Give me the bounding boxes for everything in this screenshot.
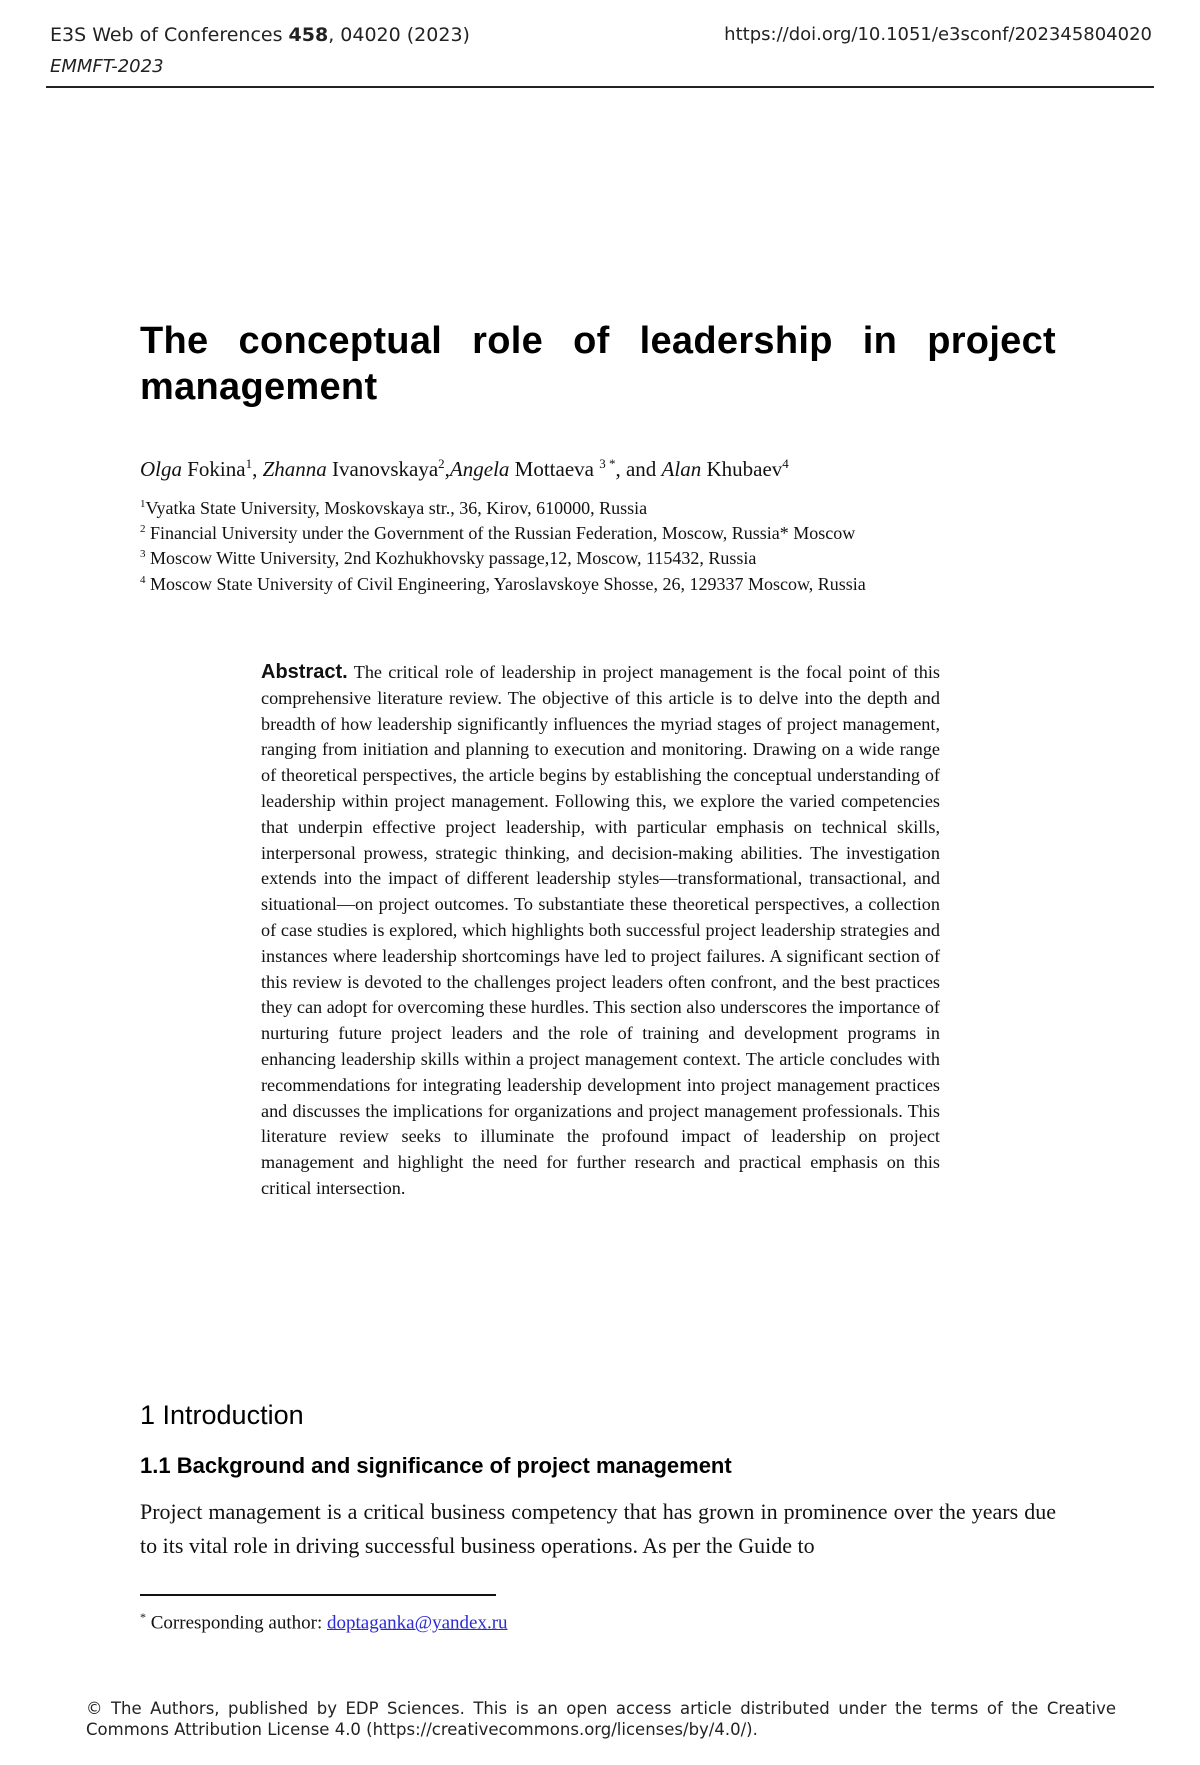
affiliation	[140, 548, 756, 569]
footnote-marker: *	[140, 1610, 146, 1624]
journal-volume: 458	[288, 24, 329, 46]
footnote-label: Corresponding author:	[146, 1612, 328, 1634]
author-last-name: Ivanovskaya	[326, 457, 439, 481]
author-last-name: Mottaeva	[509, 457, 600, 481]
section-heading: 1 Introduction	[140, 1400, 304, 1430]
affiliation-mark: 2	[140, 523, 146, 535]
body-paragraph: Project management is a critical business competency that has grown in prominence over the years due to its vital role in driving successful business operations. As per the Guide to	[140, 1499, 1056, 1558]
affiliation	[140, 498, 647, 519]
abstract-text: The critical role of leadership in project management is the focal point of this comprehensive literature review. The objective of this article is to delve into the depth and breadth of how leadership significantly influences the myriad stages of project management, ranging from initiation and planning to execution and monitoring. Drawing on a wide range of theoretical perspectives, the article begins by establishing the conceptual understanding of leadership within project management. Following this, we explore the varied competencies that underpin effective project leadership, with particular emphasis on technical skills, interpersonal prowess, strategic thinking, and decision-making abilities. The investigation extends into the impact of different leadership styles—transformational, transactional, and situational—on project outcomes. To substantiate these theoretical perspectives, a collection of case studies is explored, which highlights both successful project leadership strategies and instances where leadership shortcomings have led to project failures. A significant section of this review is devoted to the challenges project leaders often confront, and the best practices they can adopt for overcoming these hurdles. This section also underscores the importance of nurturing future project leaders and the role of training and development programs in enhancing leadership skills within a project management context. The article concludes with recommendations for integrating leadership development into project management practices and discusses the implications for organizations and project management professionals. This literature review seeks to illuminate the profound impact of leadership on project management and highlight the need for further research and practical emphasis on this critical intersection.	[261, 662, 940, 1198]
author-affiliation-mark: 4	[782, 456, 789, 471]
footnote	[140, 1610, 508, 1634]
affiliation-text: Vyatka State University, Moskovskaya str., 36, Kirov, 610000, Russia	[145, 498, 648, 518]
abstract	[261, 660, 940, 1202]
affiliation-mark: 1	[140, 498, 146, 510]
author-last-name: Khubaev	[701, 457, 783, 481]
article-number: , 04020 (2023)	[328, 24, 470, 46]
doi-link[interactable]: https://doi.org/10.1051/e3sconf/202345804020	[724, 24, 1152, 45]
footnote-divider	[140, 1594, 496, 1596]
author-affiliation-mark: 3 *	[599, 456, 616, 471]
author-first-name: Olga	[140, 457, 182, 481]
journal-citation	[50, 24, 470, 46]
affiliation-text: Financial University under the Government of the Russian Federation, Moscow, Russia* Moscow	[145, 523, 856, 543]
author-first-name: Angela	[449, 457, 510, 481]
author-first-name: Alan	[661, 457, 702, 481]
paper-title: The conceptual role of leadership in project management	[140, 320, 1056, 408]
journal-name: E3S Web of Conferences	[50, 24, 283, 46]
conference-name: EMMFT-2023	[50, 56, 164, 77]
author-affiliation-mark: 2	[438, 456, 445, 471]
author-separator: ,	[252, 457, 263, 481]
affiliation	[140, 574, 866, 595]
header-divider	[46, 86, 1154, 88]
affiliation-mark: 4	[140, 574, 146, 586]
author-separator: , and	[615, 457, 662, 481]
author-list	[140, 456, 789, 482]
author-email-link[interactable]: doptaganka@yandex.ru	[327, 1612, 508, 1634]
license-notice: © The Authors, published by EDP Sciences. This is an open access article distributed under the terms of the Creative Commons Attribution License 4.0 (https://creativecommons.org/licenses/by/4.0/).	[86, 1699, 1116, 1739]
author-separator: ,	[444, 457, 450, 481]
author-first-name: Zhanna	[262, 457, 327, 481]
affiliation	[140, 523, 855, 544]
affiliation-mark: 3	[140, 548, 146, 560]
author-last-name: Fokina	[182, 457, 246, 481]
subsection-heading: 1.1 Background and significance of project management	[140, 1453, 732, 1478]
author-affiliation-mark: 1	[245, 456, 253, 471]
affiliation-text: Moscow Witte University, 2nd Kozhukhovsky passage,12, Moscow, 115432, Russia	[145, 548, 757, 568]
abstract-label: Abstract.	[261, 661, 348, 683]
affiliation-text: Moscow State University of Civil Engineering, Yaroslavskoye Shosse, 26, 129337 Moscow, Russia	[145, 574, 866, 594]
